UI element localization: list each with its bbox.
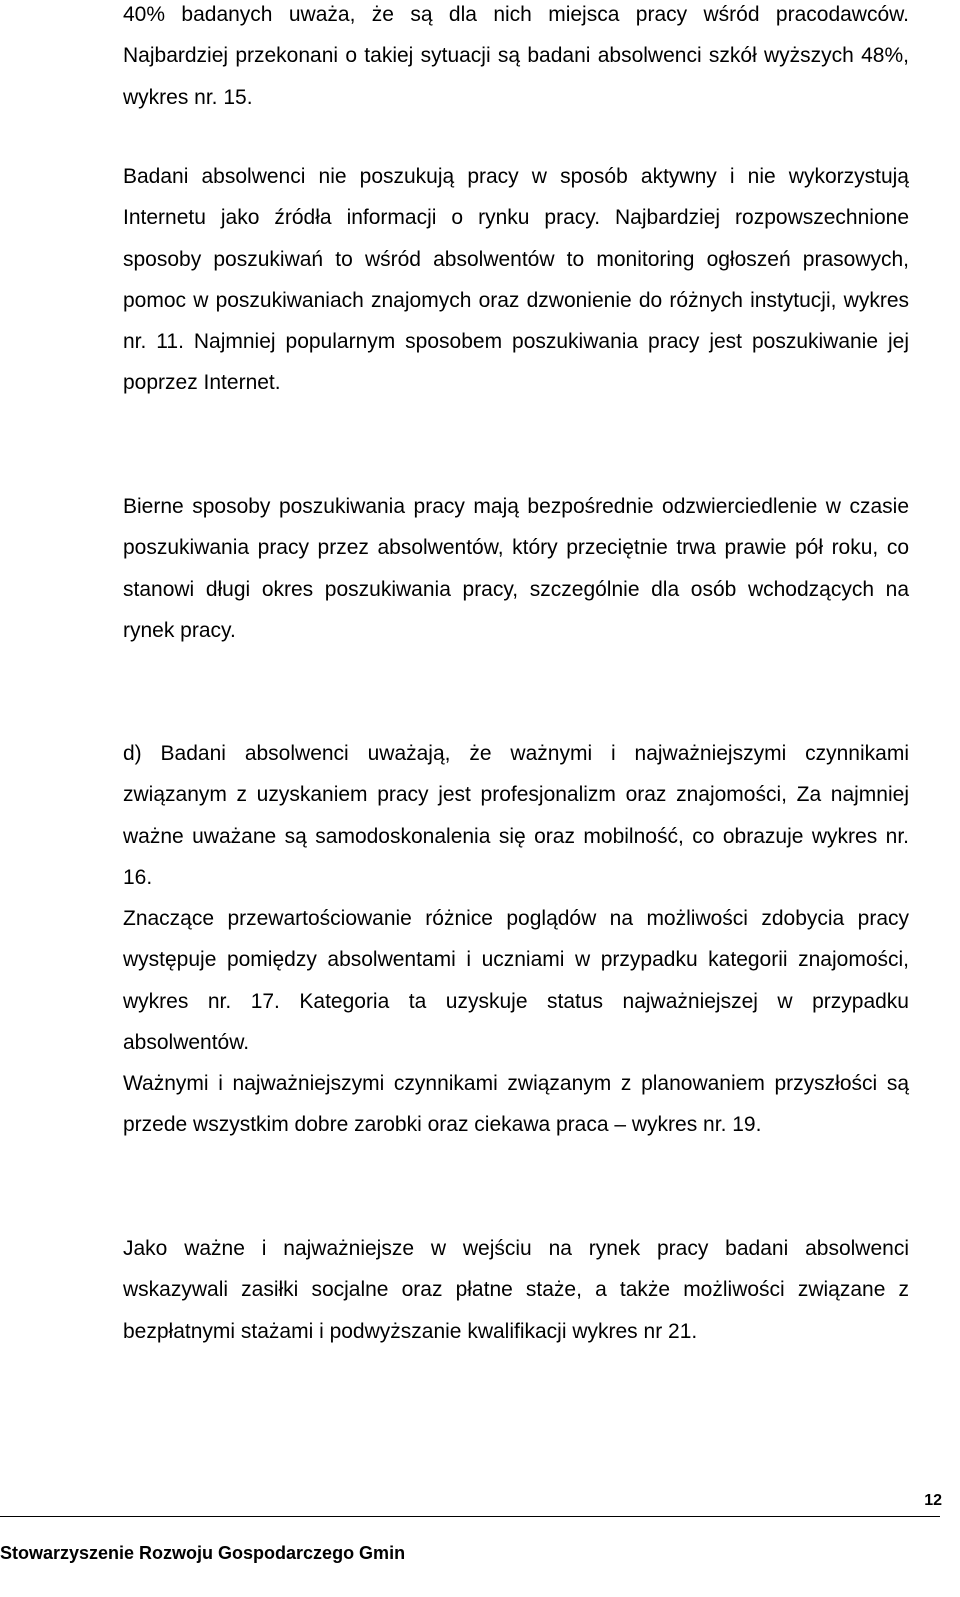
paragraph-7: Jako ważne i najważniejsze w wejściu na rynek pracy badani absolwenci wskazywali zasiłki socjalne oraz płatne staże, a także możliwości związane z bezpłatnymi stażami i podwyższanie kwalifikacji wykres nr 21. (123, 1237, 909, 1343)
paragraph-3: Bierne sposoby poszukiwania pracy mają bezpośrednie odzwierciedlenie w czasie poszukiwania pracy przez absolwentów, który przeciętnie trwa prawie pół roku, co stanowi długi okres poszukiwania pracy, szczególnie dla osób wchodzących na rynek pracy. (123, 495, 909, 642)
paragraph-6: Ważnymi i najważniejszymi czynnikami związanym z planowaniem przyszłości są przede wszystkim dobre zarobki oraz ciekawa praca – wykres nr. 19. (123, 1072, 909, 1137)
paragraph-1: 40% badanych uważa, że są dla nich miejsca pracy wśród pracodawców. Najbardziej przekonani o takiej sytuacji są badani absolwenci szkół wyższych 48%, wykres nr. 15. (123, 3, 909, 109)
footer-organization: Stowarzyszenie Rozwoju Gospodarczego Gmin (0, 1543, 406, 1563)
paragraph-4: d) Badani absolwenci uważają, że ważnymi i najważniejszymi czynnikami związanym z uzyskaniem pracy jest profesjonalizm oraz znajomości, Za najmniej ważne uważane są samodoskonalenia się oraz mobilność, co obrazuje wykres nr. 16. (123, 742, 909, 889)
footer-divider (0, 1516, 940, 1517)
paragraph-5: Znaczące przewartościowanie różnice poglądów na możliwości zdobycia pracy występuje pomiędzy absolwentami i uczniami w przypadku kategorii znajomości, wykres nr. 17. Kategoria ta uzyskuje status najważniejszej w przypadku absolwentów. (123, 907, 909, 1054)
paragraph-2: Badani absolwenci nie poszukują pracy w sposób aktywny i nie wykorzystują Internetu jako źródła informacji o rynku pracy. Najbardziej rozpowszechnione sposoby poszukiwań to wśród absolwentów to monitoring ogłoszeń prasowych, pomoc w poszukiwaniach znajomych oraz dzwonienie do różnych instytucji, wykres nr. 11. Najmniej popularnym sposobem poszukiwania pracy jest poszukiwanie jej poprzez Internet. (123, 165, 909, 395)
page-number: 12 (924, 1492, 942, 1509)
